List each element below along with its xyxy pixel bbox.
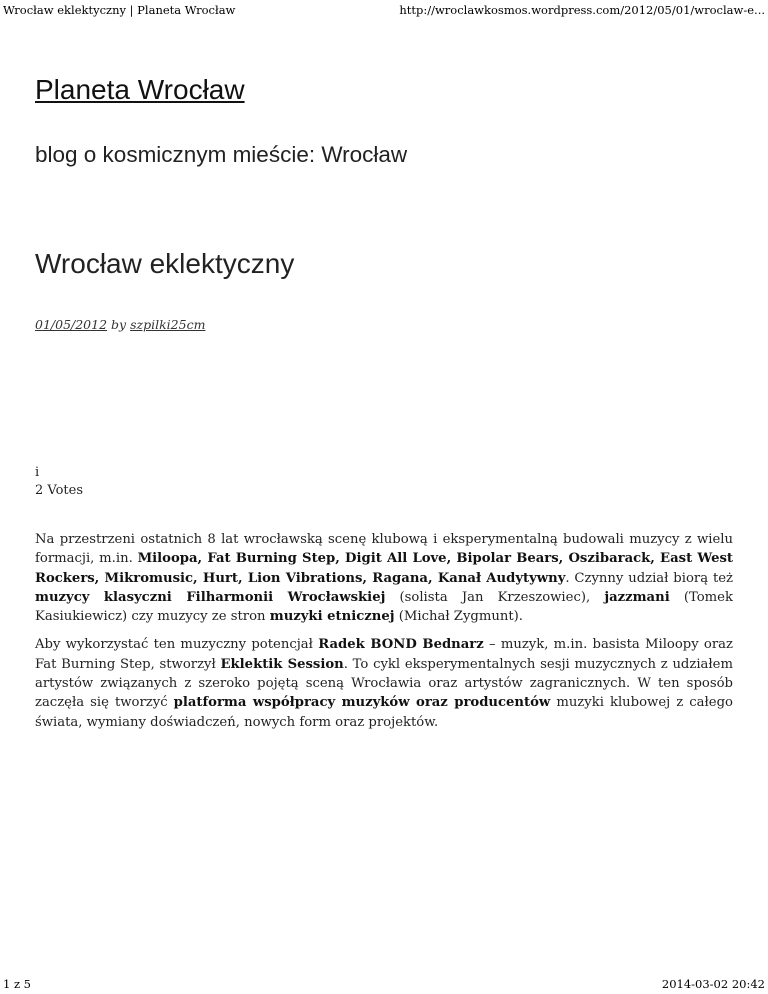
rating-widget <box>35 464 83 500</box>
post-title: Wrocław eklektyczny <box>35 248 295 279</box>
text-run: Na przestrzeni ostatnich 8 lat wrocławską scenę klubową i eksperymentalną budowali muzycy z wielu formacji, m.in. <box>35 532 733 567</box>
print-footer <box>3 977 765 991</box>
text-run: (Michał Zygmunt). <box>394 609 523 625</box>
paragraph-2 <box>35 635 733 731</box>
print-header-url: http://wroclawkosmos.wordpress.com/2012/05/01/wroclaw-e... <box>399 3 765 17</box>
bold-eklektik-session: Eklektik Session <box>220 656 344 672</box>
bold-platform: platforma współpracy muzyków oraz producentów <box>173 695 551 711</box>
post-by-label: by <box>111 317 127 332</box>
post-author-link[interactable]: szpilki25cm <box>130 317 206 332</box>
text-run: (solista Jan Krzeszowiec), <box>385 589 605 605</box>
post-date-link[interactable]: 01/05/2012 <box>35 317 108 332</box>
print-timestamp: 2014-03-02 20:42 <box>661 977 765 991</box>
bold-jazzmen: jazzmani <box>604 589 670 605</box>
text-run: . To cykl eksperymentalnych sesji muzycznych z udziałem artystów związanych z szeroko pojętą sceną Wrocławia oraz artystów zagranicznych. W ten sposób zaczęła się tworzyć <box>35 656 733 711</box>
post-content <box>35 530 733 741</box>
bold-radek-bond: Radek BOND Bednarz <box>318 637 484 653</box>
print-page-number: 1 z 5 <box>3 977 32 991</box>
bold-ethnic-music: muzyki etnicznej <box>269 609 395 625</box>
text-run: – muzyk, m.in. basista Miloopy oraz Fat Burning Step, stworzył <box>35 637 733 672</box>
text-run: . Czynny udział biorą też <box>565 570 733 586</box>
print-header-title: Wrocław eklektyczny | Planeta Wrocław <box>3 3 236 17</box>
bold-bands: Miloopa, Fat Burning Step, Digit All Love, Bipolar Bears, Oszibarack, East West Rockers, Mikromusic, Hurt, Lion Vibrations, Ragana, Kanał Audytywny <box>35 551 733 586</box>
rating-info-icon[interactable]: i <box>35 465 40 480</box>
text-run: (Tomek Kasiukiewicz) czy muzycy ze stron <box>35 589 733 625</box>
text-run: Aby wykorzystać ten muzyczny potencjał <box>35 637 319 653</box>
print-header <box>3 3 765 17</box>
site-description: blog o kosmicznym mieście: Wrocław <box>35 142 408 167</box>
bold-classical-musicians: muzycy klasyczni Filharmonii Wrocławskiej <box>35 589 386 605</box>
rating-votes-count: 2 Votes <box>35 483 84 498</box>
site-title-link[interactable]: Planeta Wrocław <box>35 74 245 105</box>
post-meta <box>35 317 205 332</box>
text-run: muzyki klubowej z całego świata, wymiany doświadczeń, nowych form oraz projektów. <box>35 695 733 730</box>
paragraph-1 <box>35 530 733 626</box>
